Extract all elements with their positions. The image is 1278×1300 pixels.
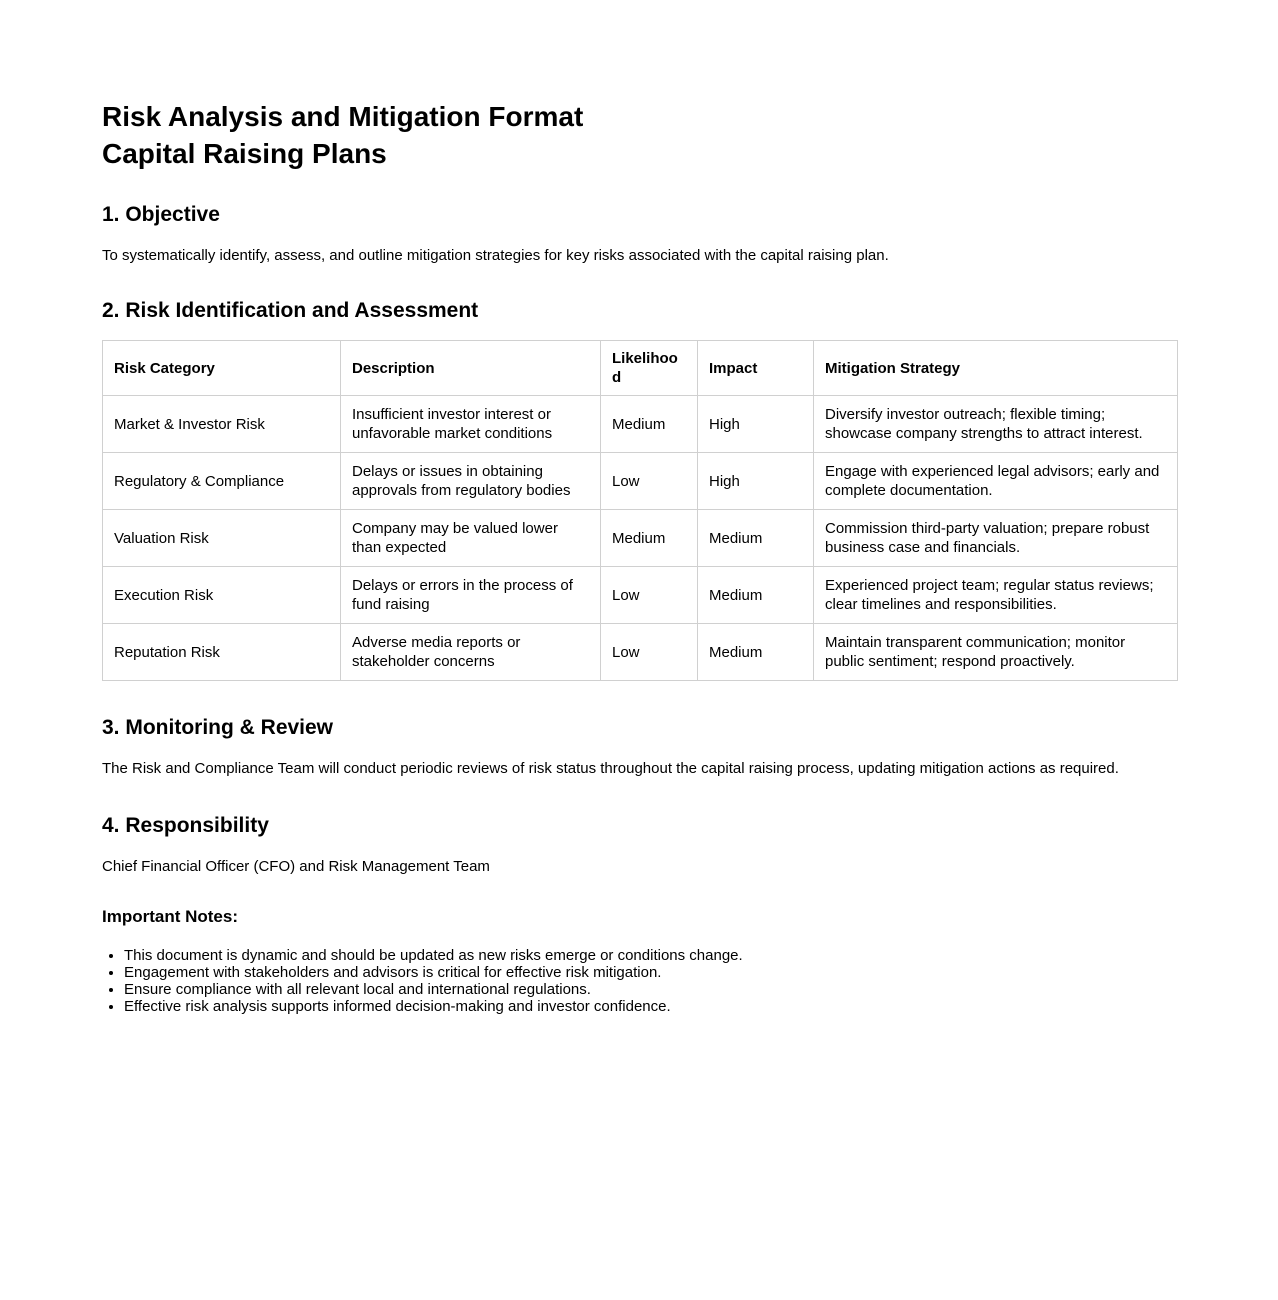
note-item: • This document is dynamic and should be updated as new risks emerge or conditions change.: [124, 947, 1177, 964]
responsibility-heading: 4. Responsibility: [102, 814, 269, 837]
objective-body: To systematically identify, assess, and outline mitigation strategies for key risks associated with the capital raising plan.: [102, 247, 889, 264]
table-row: [103, 396, 1178, 453]
table-cell: Commission third-party valuation; prepare robust business case and financials.: [814, 510, 1178, 567]
risk-section-heading: 2. Risk Identification and Assessment: [102, 299, 479, 322]
column-header: Mitigation Strategy: [814, 341, 1178, 396]
column-header: Likelihood: [601, 341, 698, 396]
column-header: Impact: [698, 341, 814, 396]
table-cell: Market & Investor Risk: [103, 396, 341, 453]
document-title-line2: Capital Raising Plans: [102, 138, 387, 169]
notes-heading: Important Notes:: [102, 907, 238, 926]
column-header: Description: [341, 341, 601, 396]
table-cell: Low: [601, 453, 698, 510]
table-row: [103, 624, 1178, 681]
document-title: [102, 98, 1177, 172]
table-cell: Execution Risk: [103, 567, 341, 624]
table-cell: High: [698, 396, 814, 453]
table-cell: Delays or errors in the process of fund raising: [341, 567, 601, 624]
notes-list: [102, 947, 1177, 1015]
table-cell: Diversify investor outreach; flexible timing; showcase company strengths to attract interest.: [814, 396, 1178, 453]
table-cell: Medium: [698, 510, 814, 567]
table-cell: Engage with experienced legal advisors; early and complete documentation.: [814, 453, 1178, 510]
risk-assessment-table: [102, 340, 1178, 681]
note-item: • Engagement with stakeholders and advisors is critical for effective risk mitigation.: [124, 964, 1177, 981]
table-row: [103, 453, 1178, 510]
responsibility-body: Chief Financial Officer (CFO) and Risk Management Team: [102, 858, 490, 875]
table-cell: Adverse media reports or stakeholder concerns: [341, 624, 601, 681]
table-row: [103, 510, 1178, 567]
table-cell: Medium: [698, 567, 814, 624]
table-cell: Medium: [601, 510, 698, 567]
table-row: [103, 567, 1178, 624]
note-item: • Ensure compliance with all relevant local and international regulations.: [124, 981, 1177, 998]
table-cell: Low: [601, 624, 698, 681]
note-item: • Effective risk analysis supports informed decision-making and investor confidence.: [124, 998, 1177, 1015]
table-cell: Maintain transparent communication; monitor public sentiment; respond proactively.: [814, 624, 1178, 681]
table-cell: Delays or issues in obtaining approvals from regulatory bodies: [341, 453, 601, 510]
monitoring-heading: 3. Monitoring & Review: [102, 716, 334, 739]
table-body: [103, 396, 1178, 681]
table-cell: Medium: [601, 396, 698, 453]
table-cell: Low: [601, 567, 698, 624]
table-cell: Regulatory & Compliance: [103, 453, 341, 510]
table-cell: Experienced project team; regular status reviews; clear timelines and responsibilities.: [814, 567, 1178, 624]
table-cell: Medium: [698, 624, 814, 681]
table-cell: Valuation Risk: [103, 510, 341, 567]
monitoring-body: The Risk and Compliance Team will conduct periodic reviews of risk status throughout the capital raising process, updating mitigation actions as required.: [102, 760, 1119, 777]
objective-heading: 1. Objective: [102, 203, 220, 226]
table-cell: Company may be valued lower than expected: [341, 510, 601, 567]
table-cell: High: [698, 453, 814, 510]
column-header: Risk Category: [103, 341, 341, 396]
document-title-line1: Risk Analysis and Mitigation Format: [102, 101, 584, 132]
table-cell: Reputation Risk: [103, 624, 341, 681]
table-header-row: [103, 341, 1178, 396]
table-cell: Insufficient investor interest or unfavorable market conditions: [341, 396, 601, 453]
